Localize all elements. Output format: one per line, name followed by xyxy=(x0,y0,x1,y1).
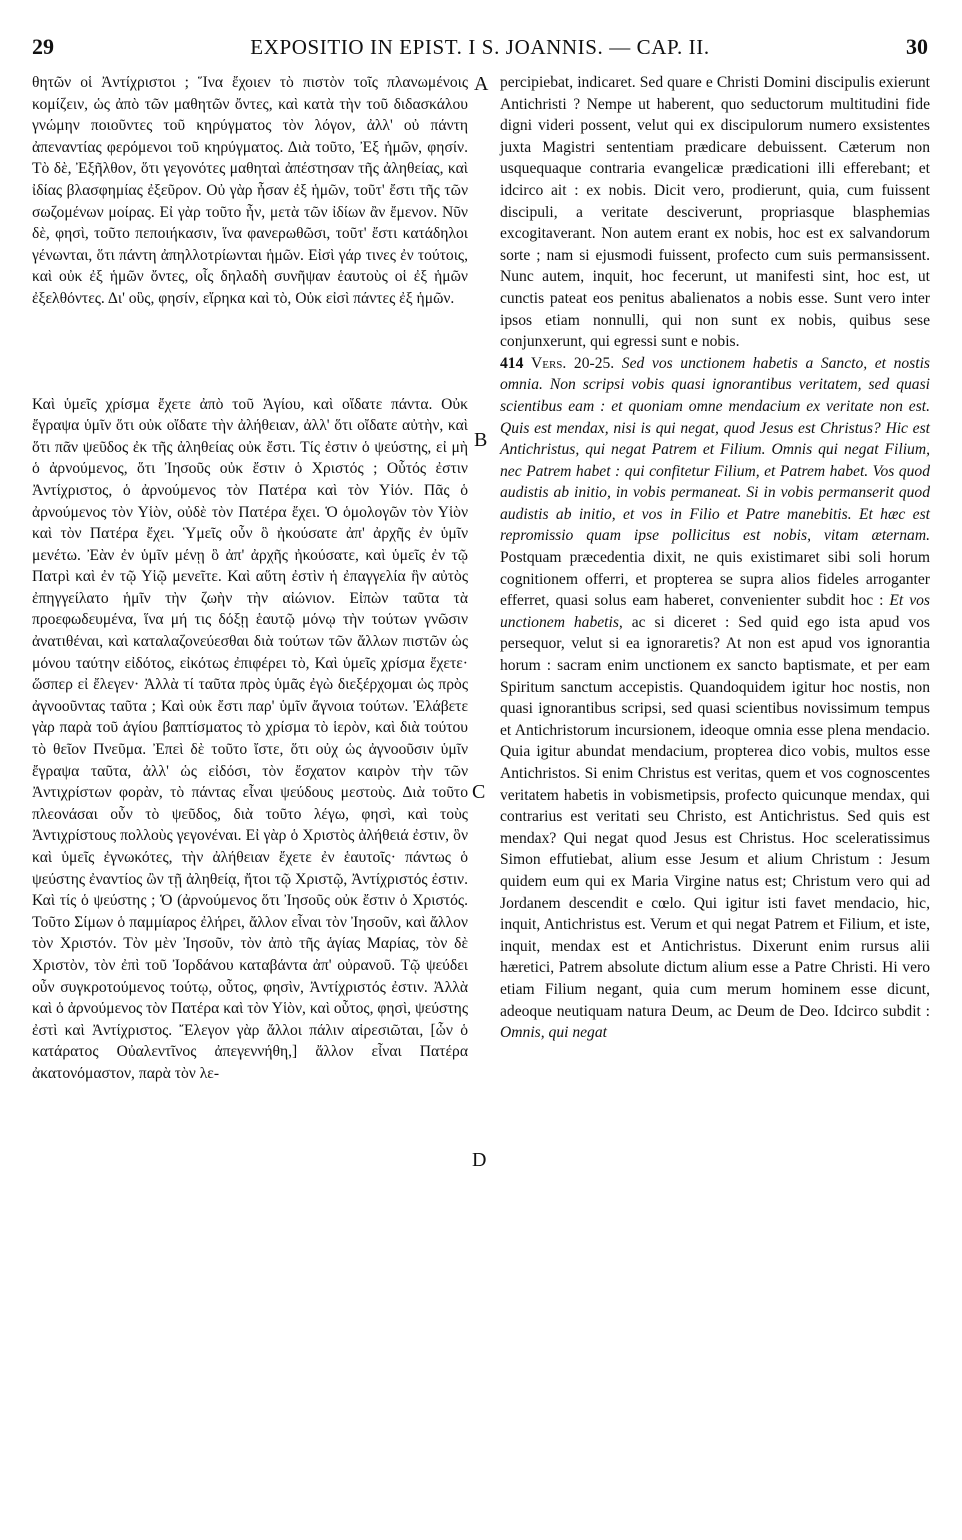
section-number: 414 xyxy=(500,354,524,372)
latin-paragraph-2 xyxy=(500,353,930,1044)
greek-column xyxy=(32,72,468,1085)
running-header xyxy=(32,34,928,64)
latin-column xyxy=(500,72,930,1044)
margin-marker-a: A xyxy=(474,73,489,95)
greek-paragraph-1: θητῶν οἱ Ἀντίχριστοι ; Ἵνα ἔχοιεν τὸ πιστὸν τοῖς πλανωμένοις κομίζειν, ὡς ἀπὸ τῶν μαθητῶν ὄντες, καὶ κατὰ τὴν τοῦ διδασκάλου γνώμην ποιοῦντες τοῦ κηρύγματος τὸν λόγον, ἀλλ' οὐ πάντη ἀπεναντίας φερόμενοι τοῦ κηρύγματος. Διὰ τοῦτο, Ἐξ ἡμῶν, φησίν. Τὸ δὲ, Ἐξῆλθον, ὅτι γεγονότες μαθηταὶ ἀπέστησαν τῆς ἀληθείας, καὶ ἰδίας βλασφημίας ἐξεῦρον. Οὐ γὰρ ἦσαν ἐξ ἡμῶν, τοῦτ' ἔστι τῆς τῶν σωζομένων μοίρας. Εἰ γὰρ τοῦτο ἦν, μετὰ τῶν ἰδίων ἂν ἔμενον. Νῦν δὲ, φησὶ, τοῦτο πεποιήκασιν, ἵνα φανερωθῶσι, τοῦτ' ἔστι κατάδηλοι γένωνται, ὅτι πάντη ἀπηλλοτρίωνται ἡμῶν. Εἰσὶ γάρ τινες ἐν τούτοις, καὶ οὐκ ἐξ ἡμῶν ὄντες, οἷς δηλαδὴ συνῆψαν ἑαυτοὺς οἱ ἐξ ἡμῶν ἐξελθόντες. Δι' οὓς, φησίν, εἴρηκα καὶ τὸ, Οὐκ εἰσὶ πάντες ἐξ ἡμῶν. xyxy=(32,74,468,307)
quoted-phrase-unctionem: Et vos unctionem habetis, xyxy=(500,592,930,631)
quoted-phrase-omnis: Omnis, qui negat xyxy=(500,1024,607,1042)
margin-marker-d: D xyxy=(472,1149,487,1171)
running-title: EXPOSITIO IN EPIST. I S. JOANNIS. — CAP. II. xyxy=(250,35,710,59)
commentary-part-1: Postquam præcedentia dixit, ne quis existimaret sibi soli horum cognitionem offerri, et propterea se supra alios fideles arroganter efferret, quasi solus eam haberet, convenienter subdit hoc : xyxy=(500,549,930,610)
page-number-left: 29 xyxy=(32,34,54,59)
page-number-right: 30 xyxy=(905,34,928,59)
verse-text: Sed vos unctionem habetis a Sancto, et nostis omnia. Non scripsi vobis quasi ignorantibus veritatem, sed quasi scientibus eam : et quoniam omne mendacium ex veritate non est. Quis est mendax, nisi is qui negat, quod Jesus est Christus? Hic est Antichristus, qui negat Patrem et Filium. Omnis qui negat Filium, nec Patrem habet : qui confitetur Filium, et Patrem habet. Vos quod audistis ab initio, in vobis permaneat. Si in vobis permanserit quod audistis ab initio, et vos in Filio et Patre manebitis. Et hæc est repromissio quam ipse pollicitus est nobis, vitam æternam. xyxy=(500,354,930,545)
margin-marker-c: C xyxy=(472,781,486,803)
greek-paragraph-2: Καὶ ὑμεῖς χρίσμα ἔχετε ἀπὸ τοῦ Ἁγίου, καὶ οἴδατε πάντα. Οὐκ ἔγραψα ὑμῖν ὅτι οὐκ οἴδατε τὴν ἀλήθειαν, ἀλλ' ὅτι οἴδατε αὐτὴν, καὶ ὅτι πᾶν ψεῦδος ἐκ τῆς ἀληθείας οὐκ ἔστι. Τίς ἐστιν ὁ ψεύστης, εἰ μὴ ὁ ἀρνούμενος, ὅτι Ἰησοῦς οὐκ ἔστιν ὁ Χριστός ; Οὗτός ἐστιν Ἀντίχριστος, ὁ ἀρνούμενος τὸν Πατέρα καὶ τὸν Υἱόν. Πᾶς ὁ ἀρνούμενος τὸν Υἱὸν, οὐδὲ τὸν Πατέρα ἔχει. Ὁ ὁμολογῶν τὸν Υἱὸν καὶ τὸν Πατέρα ἔχει. Ὑμεῖς οὖν ὃ ἠκούσατε ἀπ' ἀρχῆς ἐν ὑμῖν μενέτω. Ἐὰν ἐν ὑμῖν μένῃ ὃ ἀπ' ἀρχῆς ἠκούσατε, καὶ ὑμεῖς ἐν τῷ Πατρὶ καὶ ἐν τῷ Υἱῷ μενεῖτε. Καὶ αὕτη ἐστὶν ἡ ἐπαγγελία ἣν αὐτὸς ἐπηγγείλατο ἡμῖν τὴν ζωὴν τὴν αἰώνιον. Εἰπὼν ταῦτα τὰ προεφωδευμένα, ἵνα μή τις δόξῃ ἑαυτῷ μόνῳ τὴν τούτων γνῶσιν ἀνατιθέναι, καὶ καταλαζονεύεσθαι διὰ τούτων τῶν ἄλλων πιστῶν ὡς μόνου ταύτην εἰδότος, εἰκότως ἐπιφέρει τὸ, Καὶ ὑμεῖς χρίσμα ἔχετε· ὥσπερ εἰ ἔλεγεν· Ἀλλὰ τί ταῦτα πρὸς ὑμᾶς ἐγὼ διεξέρχομαι ὡς πρὸς ἀγνοοῦντας ταῦτα ; Καὶ οὐκ ἔστι παρ' ὑμῖν ἄγνοια τούτων. Ἐλάβετε γὰρ παρὰ τοῦ ἁγίου βαπτίσματος τὸ χρίσμα τὸ ἱερὸν, καὶ διὰ τούτου τὸ θεῖον Πνεῦμα. Ἐπεὶ δὲ τοῦτο ἴστε, ὅτι οὐχ ὡς ἀγνοοῦσιν ὑμῖν ἔγραψα ταῦτα, ἀλλ' ὡς εἰδόσι, τὸν ἔσχατον καιρὸν τὴν τῶν Ἀντιχρίστων φορὰν, τὸ πάντας εἶναι ψεύδους μεστοὺς. Διὰ τοῦτο πλεονάσαι οὖν τὸ ψεῦδος, διὰ τοῦτο λέγω, φησὶ, καὶ τοὺς Ἀντιχρίστους πολλοὺς γεγονέναι. Εἰ γὰρ ὁ Χριστὸς ἀλήθειά ἐστιν, ὃν καὶ ὑμεῖς ἐγνωκότες, τὴν ἀλήθειαν ἔχετε ἐν ἑαυτοῖς· πάντως ὁ ψεύστης ἐναντίος ὢν τῇ ἀληθείᾳ, ἤτοι τῷ Χριστῷ, Ἀντίχριστός ἐστιν. Καὶ τίς ὁ ψεύστης ; Ὁ (ἀρνούμενος ὅτι Ἰησοῦς οὐκ ἔστιν ὁ Χριστός. Τοῦτο Σίμων ὁ παμμίαρος ἐλήρει, ἄλλον εἶναι τὸν Ἰησοῦν, καὶ ἄλλον τὸν Χριστόν. Τὸν μὲν Ἰησοῦν, τὸν ἀπὸ τῆς ἁγίας Μαρίας, τὸν δὲ Χριστὸν, τὸν ἐπὶ τοῦ Ἰορδάνου καταβάντα ἀπ' οὐρανοῦ. Τῷ ψεύδει οὖν συγκροτούμενος τούτῳ, οὗτος, φησὶν, Ἀντίχριστός ἐστιν. Ἀλλὰ καὶ ὁ ἀρνούμενος τὸν Πατέρα καὶ τὸν Υἱὸν, καὶ οὗτος, φησὶ, ψεύστης ἐστὶ καὶ Ἀντίχριστος. Ἔλεγον γὰρ ἄλλοι πάλιν αἱρεσιῶται, [ὧν ὁ κατάρατος Οὐαλεντῖνος ἀπεγεννήθη,] ἄλλον εἶναι Πατέρα ἀκατονόμαστον, παρὰ τὸν λε- xyxy=(32,395,468,1082)
vers-range: 20-25. xyxy=(573,354,615,372)
column-gap xyxy=(32,310,468,394)
latin-paragraph-1: percipiebat, indicaret. Sed quare e Christi Domini discipulis exierunt Antichristi ? Nempe ut haberent, quo seductorum multitudini fide digni videri possent, velut qui ex discipulorum numero exsistentes juxta Magistri sententiam prædicare debuissent. Cæterum non usquequaque contraria evangelicæ prædicationi illi efferebant; et idcirco ait : ex nobis. Dicit vero, prodierunt, quia, cum fuissent discipuli, a veritate desciverunt, propriasque blasphemias excogitaverant. Non autem erant ex nobis, hoc est ex salvandorum sorte ; nam si ejusmodi fuissent, profecto cum suis permansissent. Nunc autem, inquit, hoc fecerunt, ut manifesti sint, hoc est, ut cunctis pateat eos penitus abalienatos a nobis esse. Sunt vero inter ipsos etiam nonnulli, qui non sunt ex nobis, quibus sese conjunxerunt, qui egressi sunt e nobis. xyxy=(500,74,930,351)
margin-marker-b: B xyxy=(474,429,488,451)
commentary-part-2: ac si diceret : Sed quid ego ista apud vos persequor, velut si ea ignoraretis? At non est apud vos ignorantia horum : sacram enim unctionem ex sancto baptismate, et per eam Spiritum sanctum accepistis. Quandoquidem igitur hoc nostis, non quasi ignorantibus scripsi, sed quasi scientibus novissimum tempus et Antichristorum incursionem, ideoque omnia esse plena mendacio. Quia igitur abundat mendacium, propterea dico vobis, multos esse Antichristos. Si enim Christus est veritas, quem et vos cognoscentes veritatem habetis in vobismetipsis, profecto quicunque mendax, qui contrarius est veritati seu Christo, est Antichristus. Sed quis est mendax? Qui negat quod Jesus est Christus. Hoc sceleratissimus Simon effutiebat, alium esse Jesum et alium Christum : Jesum quidem eum qui ex Maria Virgine natus est; Christum vero qui ad Jordanem descendit e cœlo. Qui igitur isti favet mendacio, hic, inquit, Antichristus est. Verum et qui negat Patrem et Filium, et iste, inquit, mendax est et Antichristus. Dixerunt enim rursus alii hæretici, Patrem absolute dictum alium esse a Patre Christi. Hi vero etiam Filium negant, quia cum merum hominem esse dicunt, adeoque neutiquam natura Deum, ac Deum de Deo. Idcirco subdit : xyxy=(500,613,930,1020)
vers-label: Vers. xyxy=(530,354,567,372)
